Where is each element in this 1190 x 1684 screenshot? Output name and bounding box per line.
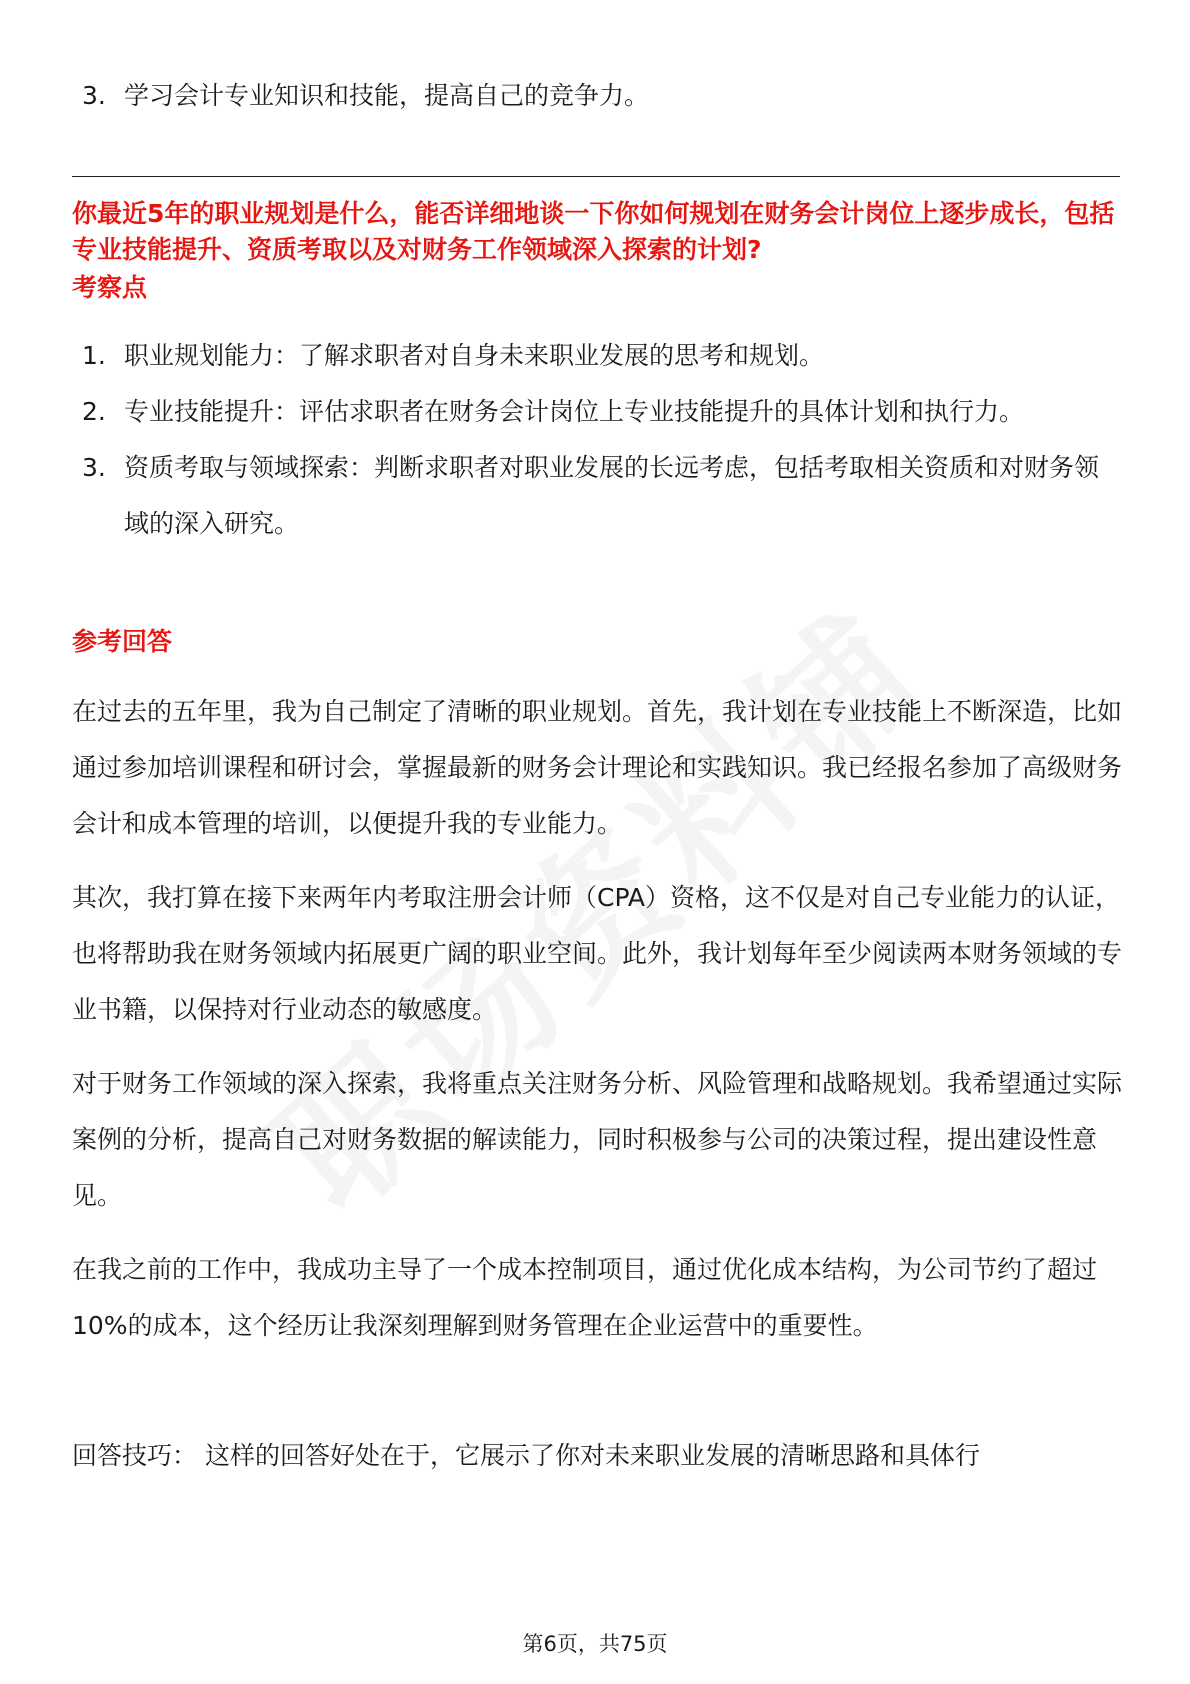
section-divider [72, 176, 1120, 177]
list-item [82, 74, 649, 118]
list-item [82, 384, 1122, 440]
page-number: 第6页，共75页 [522, 1632, 668, 1656]
points-list [82, 328, 1122, 552]
question-heading: 你最近5年的职业规划是什么，能否详细地谈一下你如何规划在财务会计岗位上逐步成长，包括专业技能提升、资质考取以及对财务工作领域深入探索的计划? [72, 199, 1115, 264]
list-number: 3. [82, 453, 106, 482]
answer-tips: 回答技巧： 这样的回答好处在于，它展示了你对未来职业发展的清晰思路和具体行 [72, 1441, 980, 1470]
list-number: 1. [82, 341, 106, 370]
list-text: 学习会计专业知识和技能，提高自己的竞争力。 [124, 81, 650, 110]
list-number: 3. [82, 81, 106, 110]
section-title-cankao: 参考回答 [72, 627, 173, 656]
answer-paragraph: 在我之前的工作中，我成功主导了一个成本控制项目，通过优化成本结构，为公司节约了超过10%的成本，这个经历让我深刻理解到财务管理在企业运营中的重要性。 [72, 1255, 1098, 1340]
list-item [82, 328, 1122, 384]
answer-paragraph: 对于财务工作领域的深入探索，我将重点关注财务分析、风险管理和战略规划。我希望通过实际案例的分析，提高自己对财务数据的解读能力，同时积极参与公司的决策过程，提出建设性意见。 [72, 1069, 1123, 1210]
section-title-kaochadian: 考察点 [72, 273, 148, 302]
list-item [82, 440, 1122, 552]
list-text: 专业技能提升：评估求职者在财务会计岗位上专业技能提升的具体计划和执行力。 [124, 397, 1025, 426]
list-number: 2. [82, 397, 106, 426]
answer-paragraph: 其次，我打算在接下来两年内考取注册会计师（CPA）资格，这不仅是对自己专业能力的认证，也将帮助我在财务领域内拓展更广阔的职业空间。此外，我计划每年至少阅读两本财务领域的专业书籍，以保持对行业动态的敏感度。 [72, 883, 1123, 1024]
list-text: 资质考取与领域探索：判断求职者对职业发展的长远考虑，包括考取相关资质和对财务领域的深入研究。 [124, 453, 1100, 538]
answer-paragraph: 在过去的五年里，我为自己制定了清晰的职业规划。首先，我计划在专业技能上不断深造，比如通过参加培训课程和研讨会，掌握最新的财务会计理论和实践知识。我已经报名参加了高级财务会计和成本管理的培训，以便提升我的专业能力。 [72, 697, 1123, 838]
list-text: 职业规划能力：了解求职者对自身未来职业发展的思考和规划。 [124, 341, 825, 370]
